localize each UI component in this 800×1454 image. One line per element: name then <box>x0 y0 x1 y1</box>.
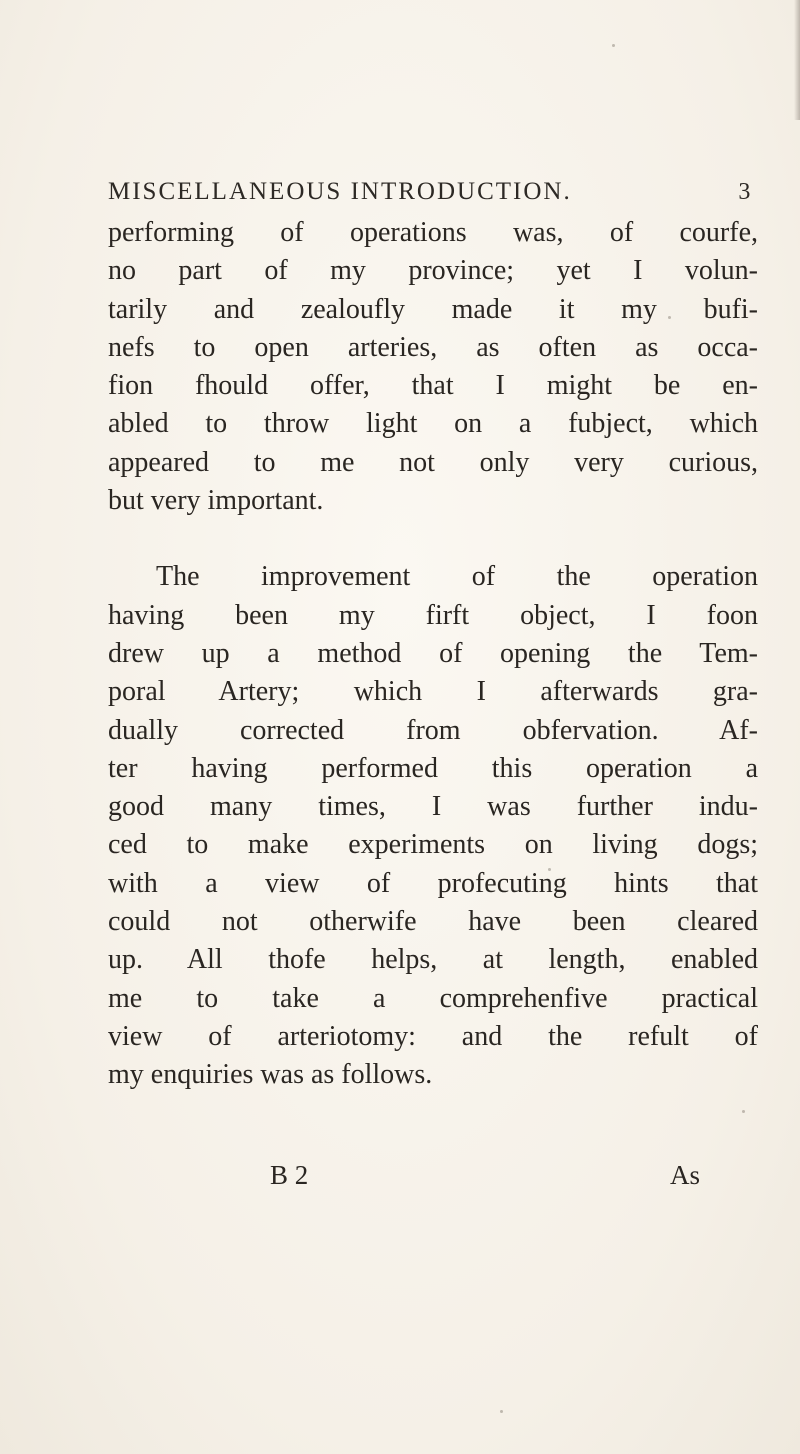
page-number: 3 <box>738 179 752 205</box>
catchword: As <box>669 1160 700 1190</box>
text-line: up. All thofe helps, at length, enabled <box>108 944 758 976</box>
text-line: The improvement of the operation <box>156 561 758 593</box>
paper-speck <box>612 44 615 47</box>
signature-mark: B 2 <box>270 1160 309 1190</box>
text-line: could not otherwife have been cleared <box>108 906 758 938</box>
page-footer <box>270 1160 700 1191</box>
paper-speck <box>548 868 551 871</box>
body-text <box>108 214 758 1095</box>
text-line: ter having performed this operation a <box>108 752 758 784</box>
text-line: but very important. <box>108 485 324 517</box>
text-line: performing of operations was, of courfe, <box>108 217 758 248</box>
paper-speck <box>668 316 671 319</box>
paragraph-2 <box>108 558 758 1094</box>
text-line: nefs to open arteries, as often as occa- <box>108 331 758 363</box>
paragraph-1 <box>108 214 758 520</box>
text-line: ced to make experiments on living dogs; <box>108 829 758 861</box>
text-line: drew up a method of opening the Tem- <box>108 637 758 669</box>
running-head <box>108 178 758 206</box>
text-line: my enquiries was as follows. <box>108 1059 433 1091</box>
text-line: fion fhould offer, that I might be en- <box>108 370 758 402</box>
running-head-title: MISCELLANEOUS INTRODUCTION. <box>108 178 572 205</box>
text-line: good many times, I was further indu- <box>108 791 758 823</box>
paper-speck <box>742 1110 745 1113</box>
text-line: view of arteriotomy: and the refult of <box>108 1020 758 1052</box>
text-line: tarily and zealoufly made it my bufi- <box>108 293 758 325</box>
text-line: having been my firft object, I foon <box>108 599 758 631</box>
text-line: poral Artery; which I afterwards gra- <box>108 676 758 708</box>
text-line: me to take a comprehenfive practical <box>108 982 758 1014</box>
text-line: dually corrected from obfervation. Af- <box>108 714 758 746</box>
text-line: with a view of profecuting hints that <box>108 867 758 899</box>
text-line: no part of my province; yet I volun- <box>108 255 758 287</box>
text-line: abled to throw light on a fubject, which <box>108 408 758 440</box>
paper-speck <box>500 1410 503 1413</box>
page-edge-shadow <box>794 0 800 120</box>
text-line: appeared to me not only very curious, <box>108 446 758 478</box>
paragraph-gap <box>108 520 758 558</box>
